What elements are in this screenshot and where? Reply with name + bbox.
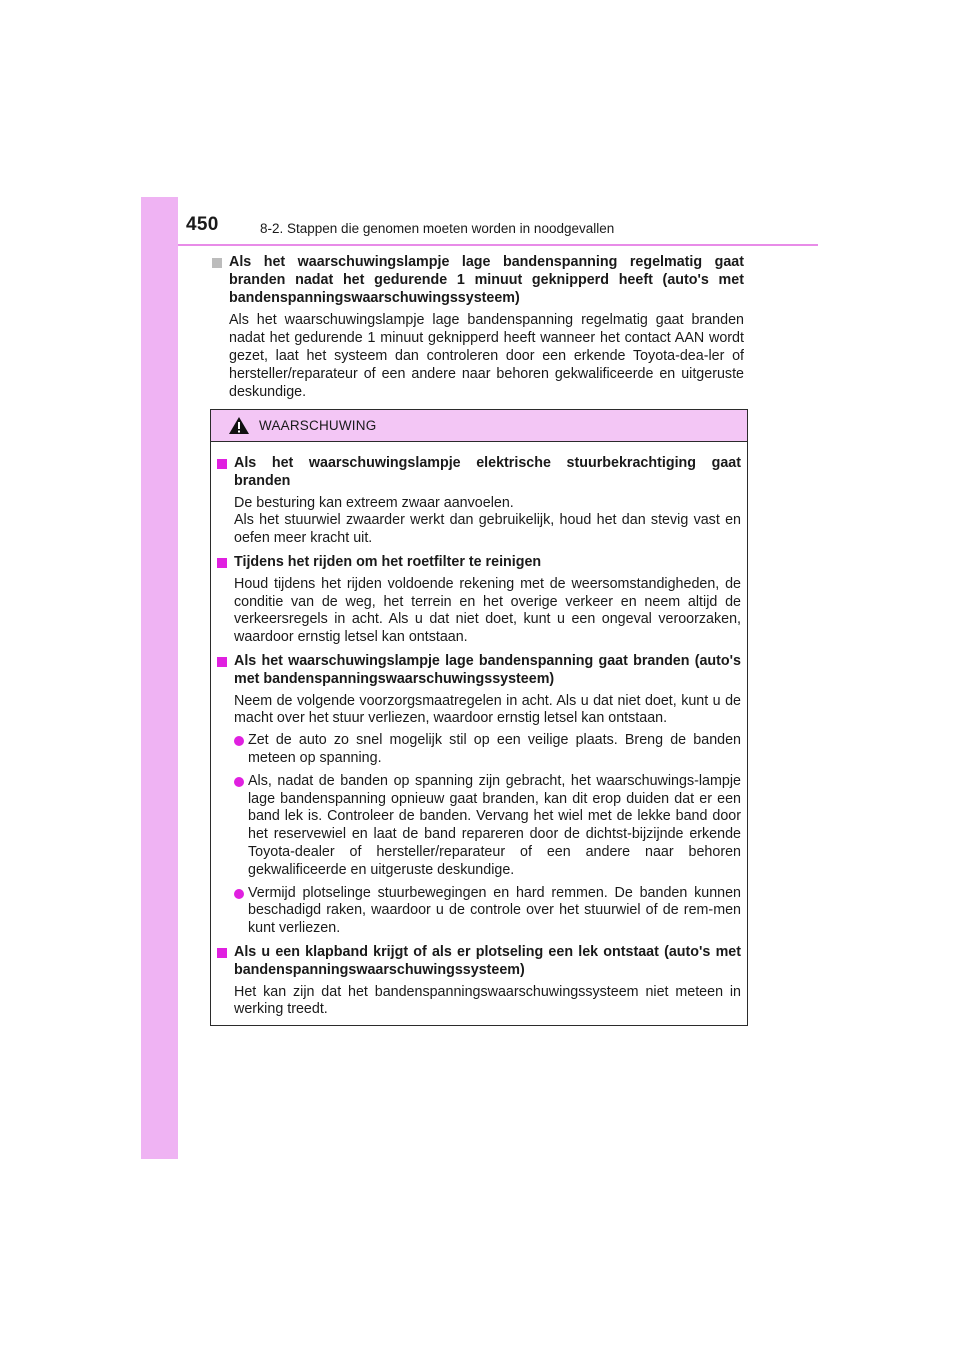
warning-section-body: Het kan zijn dat het bandenspanningswaarschuwingssysteem niet meteen in werking treedt. — [234, 983, 741, 1018]
section-title: 8-2. Stappen die genomen moeten worden in noodgevallen — [260, 221, 615, 236]
intro-heading — [210, 254, 744, 307]
warning-box — [210, 409, 748, 1026]
square-bullet-icon — [217, 459, 227, 469]
warning-section-heading-text: Als het waarschuwingslampje elektrische stuurbekrachtiging gaat branden — [234, 455, 741, 489]
warning-section-heading — [215, 554, 741, 572]
bullet-list — [215, 732, 741, 938]
square-bullet-icon — [217, 948, 227, 958]
round-bullet-icon — [234, 736, 244, 746]
list-item — [234, 732, 741, 768]
intro-section — [210, 254, 744, 401]
warning-section — [215, 653, 741, 938]
round-bullet-icon — [234, 889, 244, 899]
warning-section-body-line: De besturing kan extreem zwaar aanvoelen. — [234, 494, 514, 511]
list-item — [234, 773, 741, 880]
chapter-side-strip — [141, 197, 178, 1159]
square-bullet-icon — [217, 657, 227, 667]
warning-section-body — [215, 495, 741, 548]
list-item-text: Als, nadat de banden op spanning zijn gebracht, het waarschuwings-lampje lage bandenspanning opnieuw gaat branden, kan dit erop duiden dat er een band lek is. Controleer de banden. Vervang het wiel met de lekke band door het reservewiel en laat de band repareren door de dichtst-bijzijnde erkende Toyota-dealer of hersteller/reparateur of een andere naar behoren gekwalificeerde en uitgeruste deskundige. — [248, 772, 741, 878]
square-bullet-icon — [217, 558, 227, 568]
page-number: 450 — [186, 214, 219, 235]
list-item-text: Vermijd plotselinge stuurbewegingen en hard remmen. De banden kunnen beschadigd raken, waardoor u de controle over het stuurwiel of de rem-men kunt verliezen. — [248, 884, 741, 937]
intro-body: Als het waarschuwingslampje lage bandenspanning regelmatig gaat branden nadat het gedurende 1 minuut geknipperd heeft wanneer het contact AAN wordt gezet, laat het systeem dan controleren door een erkende Toyota-dea-ler of hersteller/reparateur of een andere naar behoren gekwalificeerde en uitgeruste deskundige. — [229, 312, 744, 400]
warning-section-body: Houd tijdens het rijden voldoende rekening met de weersomstandigheden, de conditie van de weg, het terrein en het overige verkeer en neem altijd de verkeersregels in acht. Als u dat niet doet, kunt u een ongeval veroorzaken, waardoor ernstig letsel kan ontstaan. — [234, 575, 741, 646]
warning-section — [215, 944, 741, 1019]
warning-section-heading — [215, 455, 741, 491]
warning-section — [215, 554, 741, 647]
square-bullet-icon — [212, 258, 222, 268]
intro-heading-text: Als het waarschuwingslampje lage bandenspanning regelmatig gaat branden nadat het gedurende 1 minuut geknipperd heeft (auto's met bandenspanningswaarschuwingssysteem) — [229, 254, 744, 306]
warning-body — [211, 442, 747, 1019]
warning-triangle-icon — [228, 416, 250, 435]
warning-section-heading — [215, 944, 741, 980]
list-item-text: Zet de auto zo snel mogelijk stil op een veilige plaats. Breng de banden meteen op spanning. — [248, 732, 741, 766]
header-rule — [178, 244, 818, 246]
warning-title: WAARSCHUWING — [259, 418, 377, 433]
list-item — [234, 885, 741, 938]
round-bullet-icon — [234, 777, 244, 787]
warning-section-body: Neem de volgende voorzorgsmaatregelen in acht. Als u dat niet doet, kunt u de macht over het stuur verliezen, waardoor ernstig letsel kan ontstaan. — [234, 692, 741, 727]
warning-section-heading-text: Als u een klapband krijgt of als er plotseling een lek ontstaat (auto's met bandenspanningswaarschuwingssysteem) — [234, 943, 741, 978]
warning-section — [215, 455, 741, 548]
warning-section-body-line: Als het stuurwiel zwaarder werkt dan gebruikelijk, houd het dan stevig vast en oefen meer kracht uit. — [234, 512, 741, 547]
warning-header — [211, 410, 747, 442]
warning-section-heading-text: Als het waarschuwingslampje lage bandenspanning gaat branden (auto's met bandenspanningswaarschuwingssysteem) — [234, 652, 741, 687]
warning-section-heading — [215, 653, 741, 689]
warning-section-heading-text: Tijdens het rijden om het roetfilter te reinigen — [234, 553, 542, 570]
